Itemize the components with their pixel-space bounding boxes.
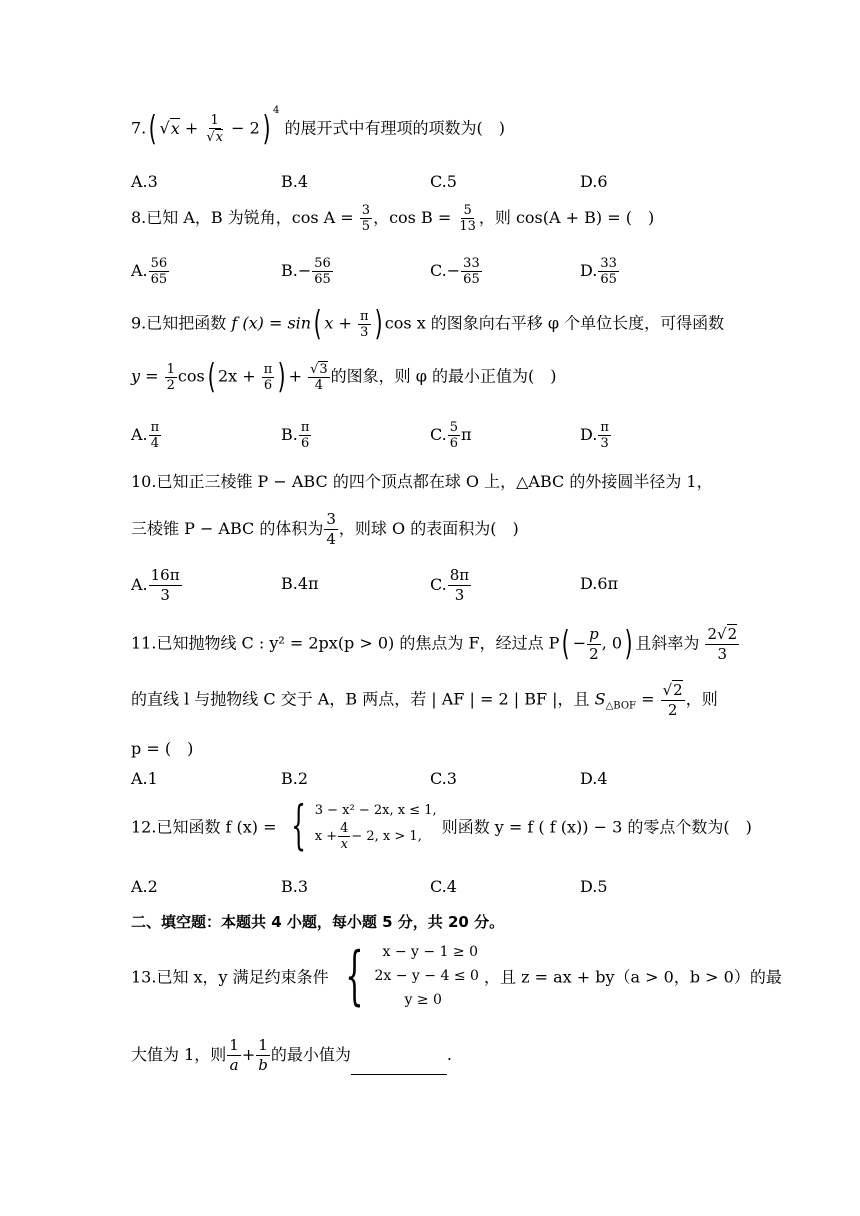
q7-stem: 7.( √x + $\frac{1}{√x}$ − 2) $^4$ 的展开式中有理项的项数为( ) [131,105,505,149]
q11-option-c[interactable]: C.3 [430,769,457,788]
q10-options [131,566,751,606]
q10-option-a[interactable]: A. $\frac{16\pi}{3}$ [131,566,180,604]
q11-option-d[interactable]: D.4 [580,769,608,788]
q9-options [131,420,751,460]
q9-option-d[interactable]: D. $\frac{\pi}{3}$ [580,420,609,451]
q11-stem-line3: p = ( ) [131,739,194,758]
q10-stem-line2: 三棱锥 P − ABC 的体积为 $\frac{3}{4}$ ，则球 O 的表面积为( ) [131,510,519,548]
q10-option-b[interactable]: B.4π [281,574,319,593]
q8-option-a[interactable]: A. $\frac{56}{65}$ [131,256,168,287]
q12-stem: 12.已知函数 f (x) = { 3 − x² − 2x, x ≤ 1, x + $\frac{4}{x}$ − 2, x > 1, 则函数 y = f ( f (x)) − 3 的零点个数为( ) [131,796,752,856]
q12-option-c[interactable]: C.4 [430,877,457,896]
q8-option-b[interactable]: B.− $\frac{56}{65}$ [281,256,331,287]
section-heading: 二、填空题：本题共 4 小题，每小题 5 分，共 20 分。 [131,913,505,931]
q11-option-b[interactable]: B.2 [281,769,309,788]
q10-option-c[interactable]: C. $\frac{8\pi}{3}$ [430,566,470,604]
q7-fraction: $\frac{1}{√x}$ [206,113,223,145]
q8-option-c[interactable]: C.− $\frac{33}{65}$ [430,256,480,287]
q13-answer-blank[interactable] [351,1056,447,1075]
q9-stem-line1: 9.已知把函数 f (x) = sin( x + $\frac{\pi}{3}$ ) cos x 的图象向右平移 φ 个单位长度，可得函数 [131,304,725,344]
right-paren-icon: ) [262,109,271,149]
q9-option-c[interactable]: C. $\frac{5}{6}$ π [430,420,472,451]
left-paren-icon: ( [148,109,157,149]
q12-piecewise: { 3 − x² − 2x, x ≤ 1, x + $\frac{4}{x}$ − 2, x > 1, [290,796,437,856]
q9-option-a[interactable]: A. $\frac{\pi}{4}$ [131,420,160,451]
q7-option-d[interactable]: D.6 [580,172,608,191]
q13-constraint-system: { x − y − 1 ≥ 0 2x − y − 4 ≤ 0 y ≥ 0 [344,939,479,1013]
q9-option-b[interactable]: B. $\frac{\pi}{6}$ [281,420,310,451]
q12-option-b[interactable]: B.3 [281,877,309,896]
q8-stem: 8.已知 A，B 为锐角，cos A = $\frac{3}{5}$ ，cos B = $\frac{5}{13}$ ，则 cos(A + B) = ( ) [131,203,655,234]
q10-stem-line1: 10.已知正三棱锥 P − ABC 的四个顶点都在球 O 上，△ABC 的外接圆半径为 1， [131,472,713,491]
q7-option-b[interactable]: B.4 [281,172,309,191]
q11-stem-line2: 的直线 l 与抛物线 C 交于 A，B 两点，若 | AF | = 2 | BF |，且 $S_{\triangle BOF}$ = $\frac{√2}{2}$ ，则 [131,681,718,719]
q11-stem-line1: 11.已知抛物线 C : y² = 2px(p > 0) 的焦点为 F，经过点 P( − $\frac{p}{2}$ , 0) 且斜率为 $\frac{2√2}{3}$ [131,624,738,664]
q13-stem-line1: 13.已知 x，y 满足约束条件 { x − y − 1 ≥ 0 2x − y − 4 ≤ 0 y ≥ 0 ，且 z = ax + by（a > 0，b > 0）的最 [131,939,782,1013]
q7-option-c[interactable]: C.5 [430,172,457,191]
q8-option-d[interactable]: D. $\frac{33}{65}$ [580,256,617,287]
q8-options [131,256,751,296]
q9-stem-line2: y = $\frac{1}{2}$ cos( 2x + $\frac{\pi}{6}$ ) + $\frac{√3}{4}$ 的图象，则 φ 的最小正值为( ) [131,357,557,397]
q10-option-d[interactable]: D.6π [580,574,619,593]
q11-option-a[interactable]: A.1 [131,769,158,788]
q7-option-a[interactable]: A.3 [131,172,158,191]
q12-option-a[interactable]: A.2 [131,877,158,896]
q12-option-d[interactable]: D.5 [580,877,608,896]
q13-stem-line2: 大值为 1，则 $\frac{1}{a}$ + $\frac{1}{b}$ 的最小值为 . [131,1036,452,1074]
